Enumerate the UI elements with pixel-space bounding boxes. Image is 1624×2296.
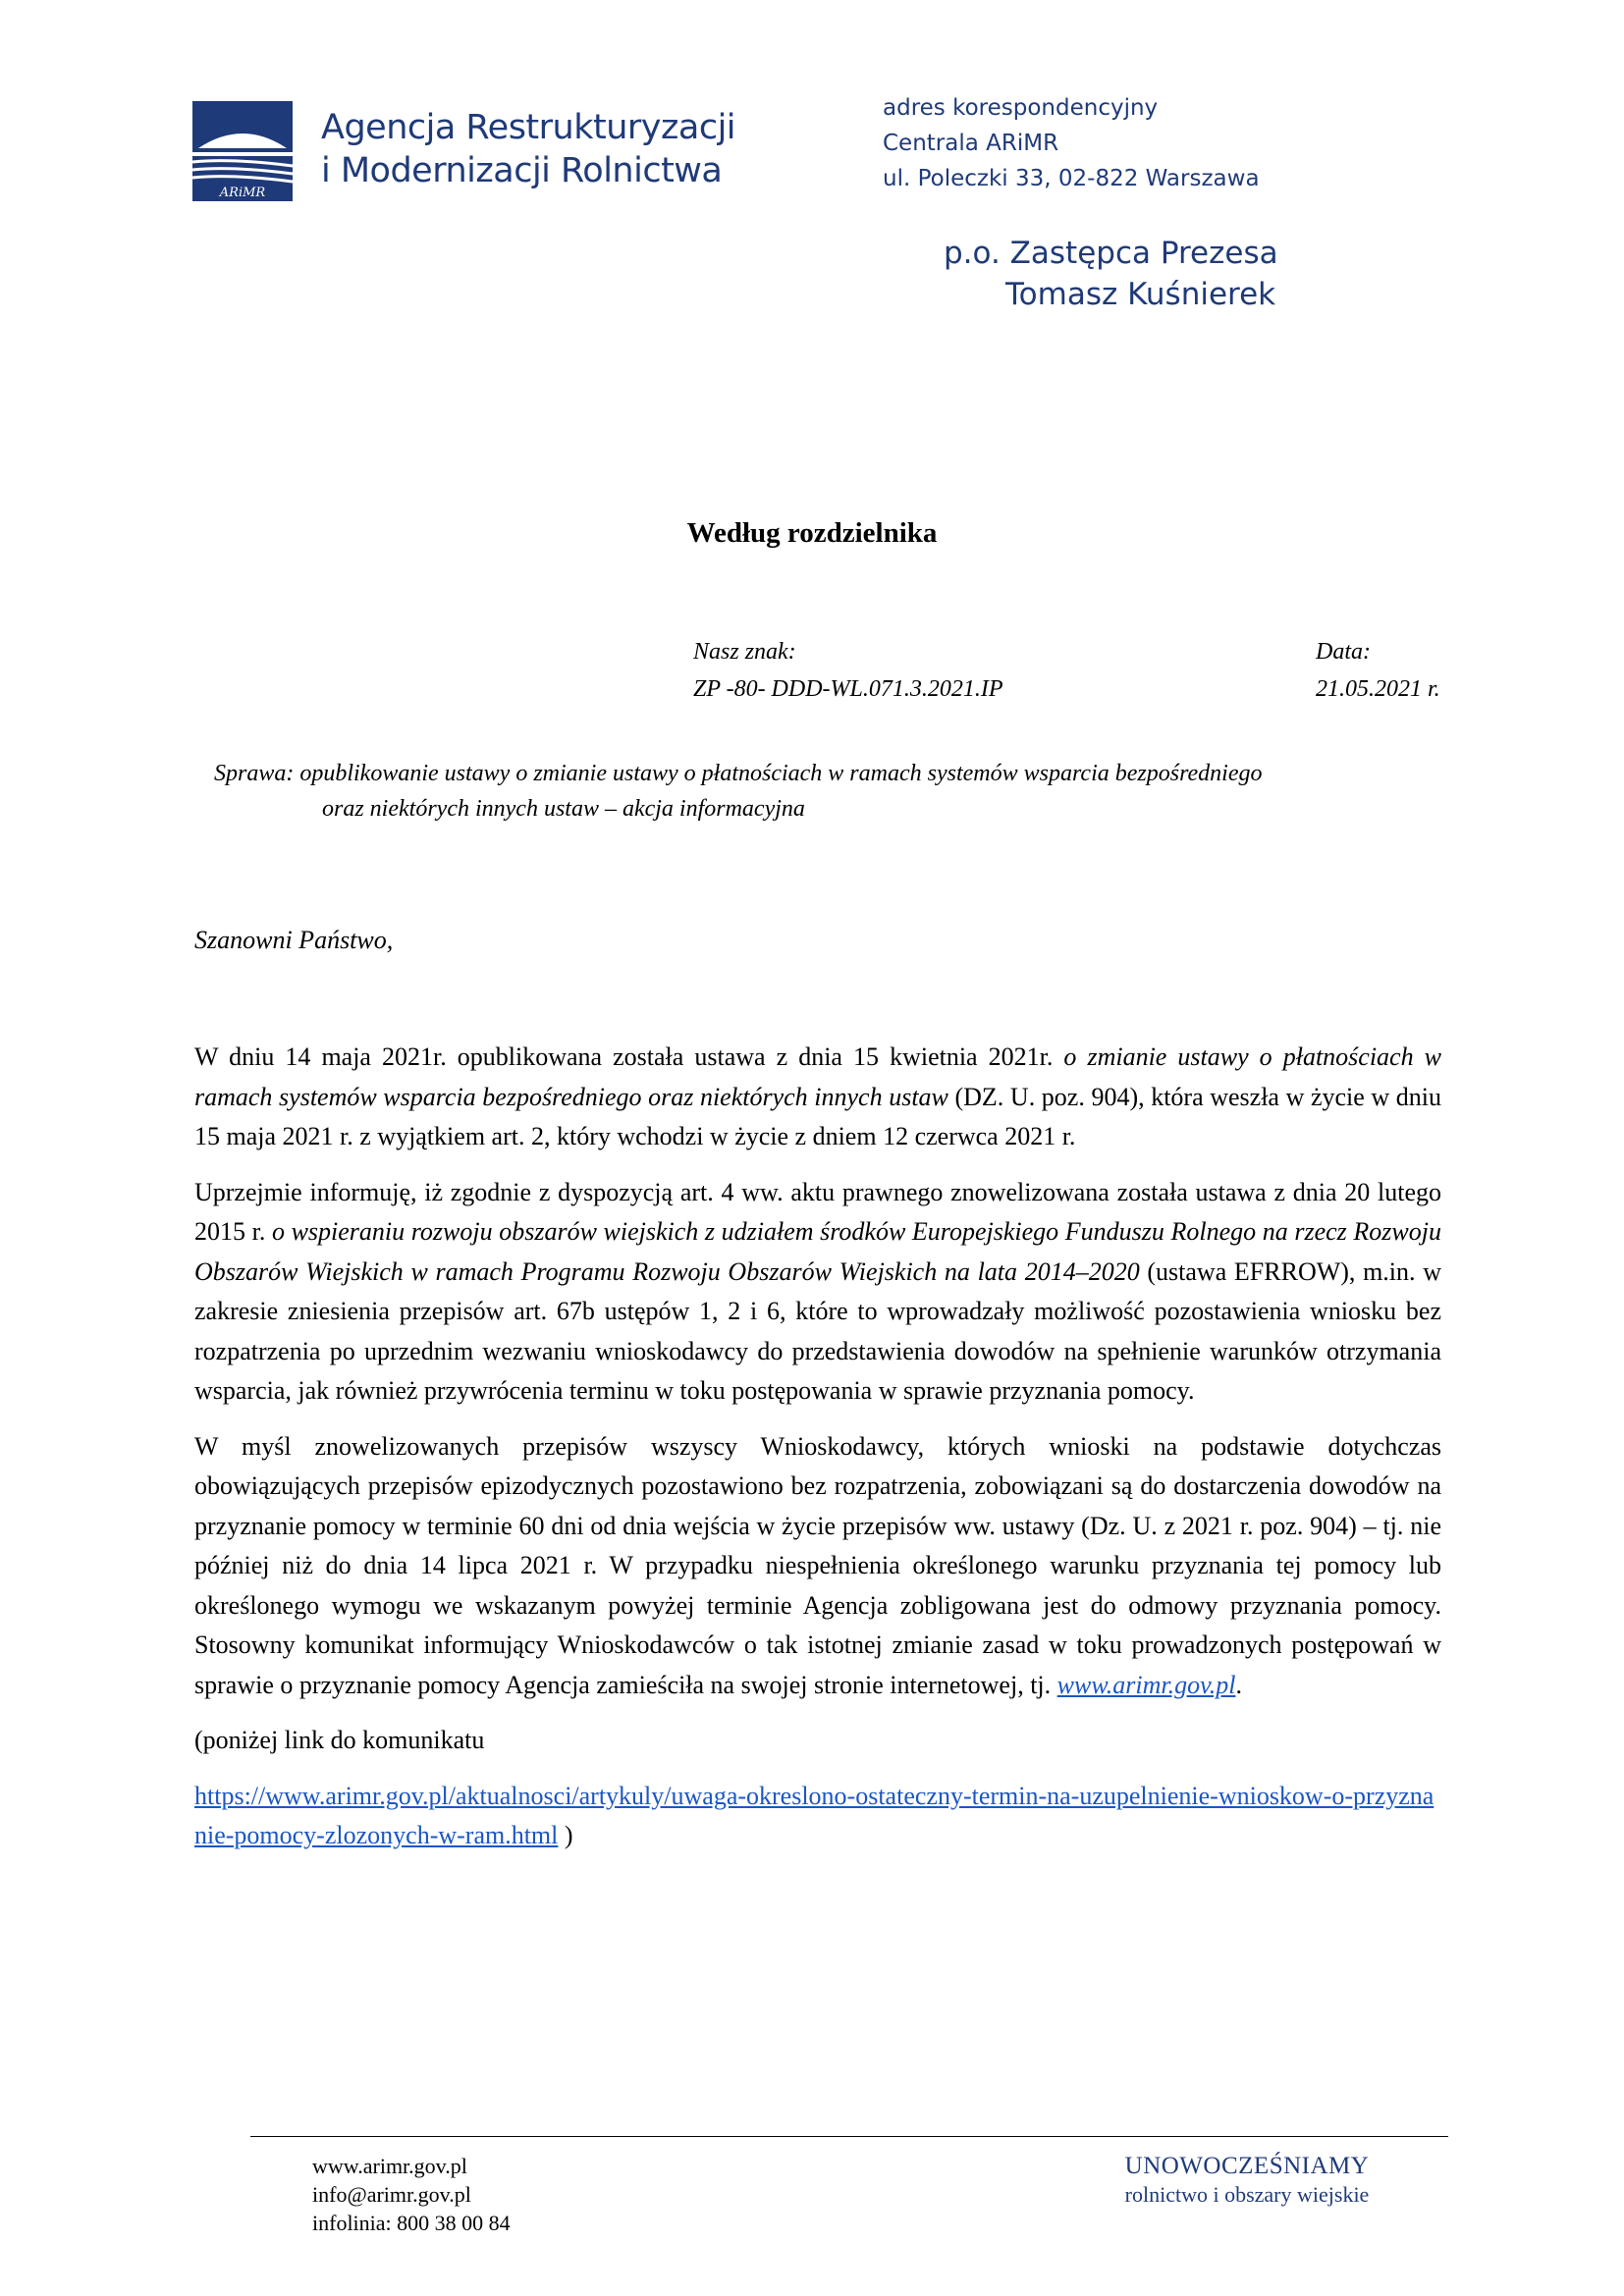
reference-sign-label: Nasz znak:: [693, 639, 796, 665]
correspondence-label: adres korespondencyjny: [883, 95, 1159, 121]
paragraph-2-act-title: o wspieraniu rozwoju obszarów wiejskich z udziałem środków Europejskiego Funduszu Rolnego na rzecz Rozwoju Obszarów Wiejskich w ramach Programu Rozwoju Obszarów Wiejskich na lata 2014–2020: [194, 1217, 1441, 1286]
paragraph-5: [194, 1777, 1441, 1856]
website-link[interactable]: www.arimr.gov.pl: [1056, 1670, 1236, 1699]
paragraph-4: (poniżej link do komunikatu: [194, 1726, 485, 1754]
paragraph-1: [194, 1038, 1441, 1157]
paragraph-3-text: W myśl znowelizowanych przepisów wszyscy Wnioskodawcy, których wnioski na podstawie dotychczas obowiązujących przepisów epizodycznych pozostawiono bez rozpatrzenia, zobowiązani są do dostarczenia dowodów na przyznanie pomocy w terminie 60 dni od dnia wejścia w życie przepisów ww. ustawy (Dz. U. z 2021 r. poz. 904) – tj. nie później niż do dnia 14 lipca 2021 r. W przypadku niespełnienia określonego warunku przyznania tej pomocy lub określonego wymogu we wskazanym powyżej terminie Agencja zobligowana jest do odmowy przyznania pomocy. Stosowny komunikat informujący Wnioskodawców o tak istotnej zmianie zasad w toku prowadzonych postępowań w sprawie o przyznanie pomocy Agencja zamieściła na swojej stronie internetowej, tj.: [194, 1431, 1441, 1699]
greeting: Szanowni Państwo,: [194, 926, 394, 954]
correspondence-address: [883, 90, 1260, 196]
subject-line1: Sprawa: opublikowanie ustawy o zmianie ustawy o płatnościach w ramach systemów wsparcia bezpośredniego: [214, 761, 1263, 786]
correspondence-street: ul. Poleczki 33, 02-822 Warszawa: [883, 166, 1260, 191]
subject-line2: oraz niektórych innych ustaw – akcja informacyjna: [322, 796, 805, 822]
paragraph-5-end: ): [558, 1821, 573, 1849]
footer-divider: [250, 2136, 1448, 2137]
signer-title: p.o. Zastępca Prezesa: [944, 236, 1278, 271]
reference-date-label: Data:: [1316, 639, 1371, 665]
paragraph-1-text: W dniu 14 maja 2021r. opublikowana została ustawa z dnia 15 kwietnia 2021r.: [194, 1042, 1064, 1071]
footer-contact: [312, 2152, 511, 2237]
footer-hotline: infolinia: 800 38 00 84: [312, 2211, 511, 2235]
paragraph-1-act-title: o zmianie ustawy o płatnościach w ramach systemów wsparcia bezpośredniego oraz niektórych innych ustaw: [194, 1042, 1441, 1111]
footer-slogan-subtitle: rolnictwo i obszary wiejskie: [1124, 2182, 1370, 2207]
arimr-logo: [192, 101, 293, 201]
paragraph-1-text-end: (DZ. U. poz. 904), która weszła w życie w dniu 15 maja 2021 r. z wyjątkiem art. 2, który wchodzi w życie z dniem 12 czerwca 2021 r.: [194, 1082, 1442, 1150]
paragraph-3: [194, 1427, 1441, 1706]
footer-slogan: [1080, 2152, 1414, 2209]
footer-website: www.arimr.gov.pl: [312, 2154, 467, 2178]
reference-date: [1316, 633, 1440, 708]
paragraph-2-text: Uprzejmie informuję, iż zgodnie z dyspozycją art. 4 ww. aktu prawnego znowelizowana została ustawa z dnia 20 lutego 2015 r.: [194, 1177, 1441, 1246]
announcement-link[interactable]: https://www.arimr.gov.pl/aktualnosci/artykuly/uwaga-okreslono-ostateczny-termin-na-uzupelnienie-wnioskow-o-przyznanie-pomocy-zlozonych-w-ram.html: [194, 1781, 1435, 1849]
paragraph-3-end: .: [1235, 1670, 1242, 1699]
paragraph-2-text-end: (ustawa EFRROW), m.in. w zakresie zniesienia przepisów art. 67b ustępów 1, 2 i 6, które to wprowadzały możliwość pozostawienia wniosku bez rozpatrzenia po uprzednim wezwaniu wnioskodawcy do przedstawienia dowodów na spełnienie warunków otrzymania wsparcia, jak również przywrócenia terminu w toku postępowania w sprawie przyznania pomocy.: [194, 1256, 1441, 1405]
correspondence-office: Centrala ARiMR: [883, 131, 1059, 156]
letter-body: [194, 1038, 1441, 1872]
reference-sign-value: ZP -80- DDD-WL.071.3.2021.IP: [693, 676, 1003, 702]
agency-name-line2: i Modernizacji Rolnictwa: [321, 151, 723, 190]
agency-name-line1: Agencja Restrukturyzacji: [321, 108, 736, 147]
reference-date-value: 21.05.2021 r.: [1316, 676, 1440, 702]
footer-email: info@arimr.gov.pl: [312, 2182, 471, 2207]
paragraph-2: [194, 1173, 1441, 1412]
addressee: Według rozdzielnika: [686, 517, 938, 549]
agency-name: [321, 106, 735, 192]
signer-name: Tomasz Kuśnierek: [1005, 277, 1276, 312]
footer-slogan-title: UNOWOCZEŚNIAMY: [1124, 2153, 1370, 2179]
reference-sign: [693, 633, 1003, 708]
subject: [214, 756, 1461, 827]
logo-text: ARiMR: [219, 186, 266, 200]
